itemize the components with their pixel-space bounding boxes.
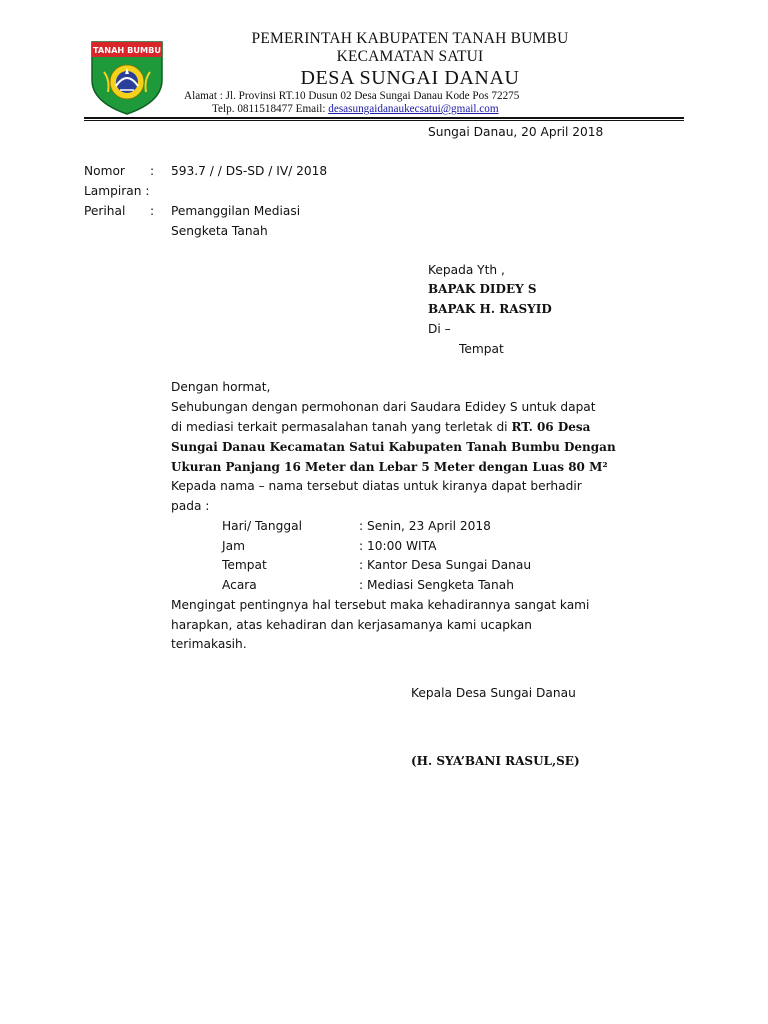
recipient-di: Di – <box>428 322 451 336</box>
letterhead-village: DESA SUNGAI DANAU <box>300 67 520 89</box>
tanah-bumbu-emblem-icon <box>90 40 164 116</box>
letterhead-government: PEMERINTAH KABUPATEN TANAH BUMBU <box>251 30 569 47</box>
body-paragraph-2-line-1: Kepada nama – nama tersebut diatas untuk kiranya dapat berhadir <box>171 479 582 493</box>
schedule-value-event: : Mediasi Sengketa Tanah <box>359 578 514 592</box>
nomor-value: 593.7 / / DS-SD / IV/ 2018 <box>171 164 328 178</box>
schedule-label-place: Tempat <box>222 558 267 572</box>
body-paragraph-3-line-1: Mengingat pentingnya hal tersebut maka kehadirannya sangat kami <box>171 598 590 612</box>
body-paragraph-1-line-1: Sehubungan dengan permohonan dari Saudara Edidey S untuk dapat <box>171 400 596 414</box>
body-paragraph-2-line-2: pada : <box>171 499 210 513</box>
letterhead-district: KECAMATAN SATUI <box>336 48 484 65</box>
schedule-label-time: Jam <box>222 539 245 553</box>
recipient-name-2: BAPAK H. RASYID <box>428 302 552 316</box>
letterhead-contact <box>170 103 650 116</box>
schedule-label-date: Hari/ Tanggal <box>222 519 302 533</box>
letterhead-address: Alamat : Jl. Provinsi RT.10 Dusun 02 Desa Sungai Danau Kode Pos 72275 <box>184 90 520 102</box>
nomor-label: Nomor <box>84 164 125 178</box>
body-paragraph-1-line-3: Sungai Danau Kecamatan Satui Kabupaten Tanah Bumbu Dengan <box>171 440 616 454</box>
perihal-value-line2: Sengketa Tanah <box>171 224 268 238</box>
schedule-label-event: Acara <box>222 578 257 592</box>
recipient-tempat: Tempat <box>459 342 504 356</box>
nomor-colon: : <box>150 164 155 178</box>
body-greeting: Dengan hormat, <box>171 380 271 394</box>
letterhead-email-link[interactable]: desasungaidanaukecsatui@gmail.com <box>328 103 499 115</box>
signature-name: (H. SYA’BANI RASUL,SE) <box>411 754 580 768</box>
letterhead <box>170 30 650 116</box>
lampiran-label: Lampiran : <box>84 184 150 198</box>
letter-date: Sungai Danau, 20 April 2018 <box>428 125 604 139</box>
p1-line2-normal: di mediasi terkait permasalahan tanah yang terletak di <box>171 420 512 434</box>
letterhead-divider <box>84 117 684 121</box>
body-paragraph-3-line-3: terimakasih. <box>171 637 247 651</box>
perihal-label: Perihal <box>84 204 126 218</box>
recipient-name-1: BAPAK DIDEY S <box>428 282 537 296</box>
logo-text: TANAH BUMBU <box>92 45 162 55</box>
body-paragraph-1-line-4: Ukuran Panjang 16 Meter dan Lebar 5 Meter dengan Luas 80 M² <box>171 460 608 474</box>
schedule-value-time: : 10:00 WITA <box>359 539 437 553</box>
body-paragraph-1-line-2 <box>171 418 590 437</box>
schedule-value-date: : Senin, 23 April 2018 <box>359 519 491 533</box>
signature-title: Kepala Desa Sungai Danau <box>411 686 576 700</box>
letterhead-phone: Telp. 0811518477 Email: <box>212 103 329 115</box>
recipient-greeting: Kepada Yth , <box>428 263 505 277</box>
p1-line2-bold: RT. 06 Desa <box>511 420 591 434</box>
body-paragraph-3-line-2: harapkan, atas kehadiran dan kerjasamanya kami ucapkan <box>171 618 532 632</box>
perihal-colon: : <box>150 204 155 218</box>
perihal-value: Pemanggilan Mediasi <box>171 204 301 218</box>
schedule-value-place: : Kantor Desa Sungai Danau <box>359 558 532 572</box>
